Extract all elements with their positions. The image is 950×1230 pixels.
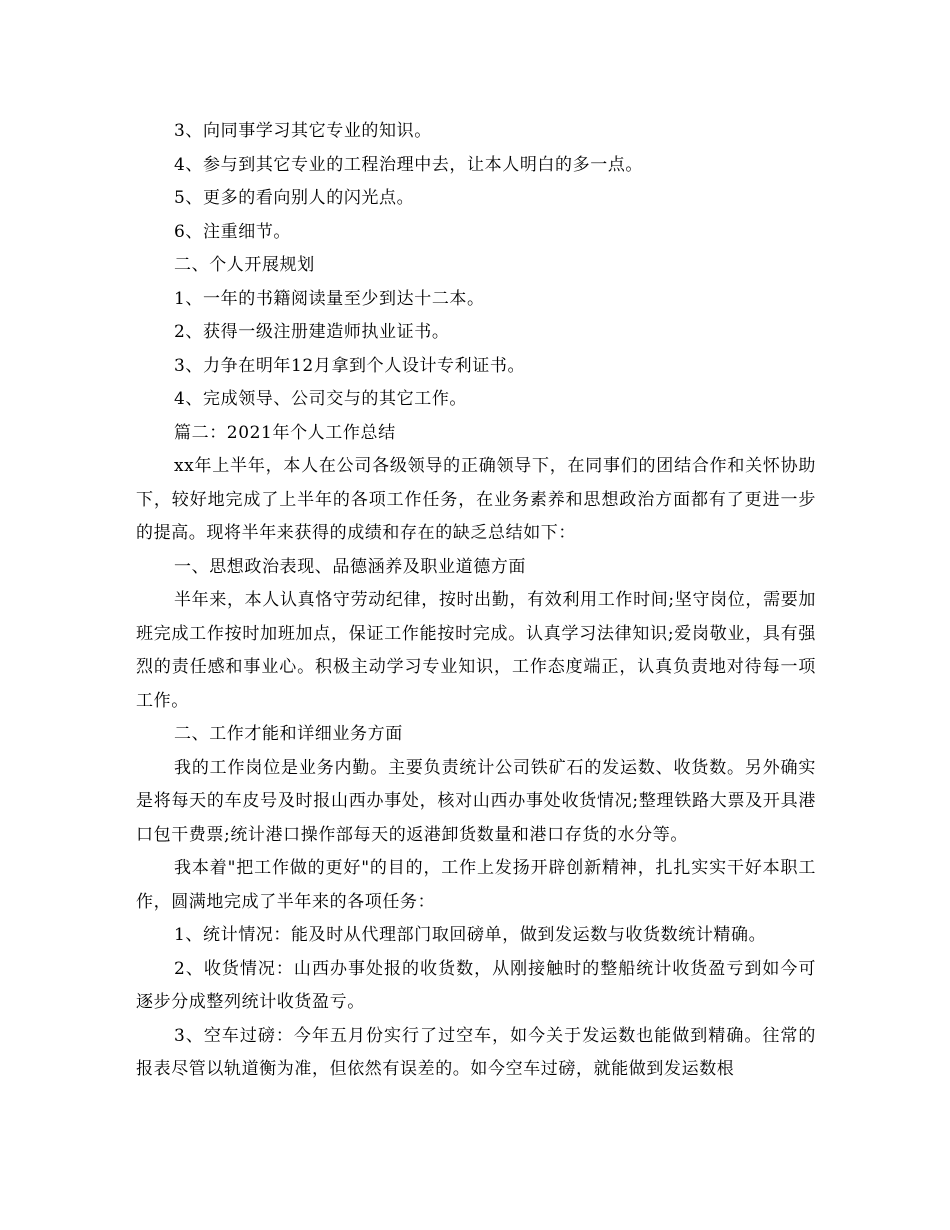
section-heading: 二、工作才能和详细业务方面: [174, 724, 403, 744]
list-item: 5、更多的看向别人的闪光点。: [174, 188, 415, 208]
body-paragraph: 我本着"把工作做的更好"的目的，工作上发扬开辟创新精神，扎扎实实干好本职工作，圆满地完成了半年来的各项任务：: [136, 858, 816, 912]
document-body: [136, 115, 816, 1087]
list-item: 1、统计情况：能及时从代理部门取回磅单，做到发运数与收货数统计精确。: [174, 925, 767, 945]
body-paragraph: xx年上半年，本人在公司各级领导的正确领导下，在同事们的团结合作和关怀协助下，较好地完成了上半年的各项工作任务，在业务素养和思想政治方面都有了更进一步的提高。现将半年来获得的成绩和存在的缺乏总结如下：: [136, 456, 816, 543]
list-item: 4、完成领导、公司交与的其它工作。: [174, 389, 468, 409]
list-item: 2、收货情况：山西办事处报的收货数，从刚接触时的整船统计收货盈亏到如今可逐步分成整列统计收货盈亏。: [136, 958, 816, 1012]
list-item: 2、获得一级注册建造师执业证书。: [174, 322, 450, 342]
list-item: 4、参与到其它专业的工程治理中去，让本人明白的多一点。: [174, 154, 644, 175]
list-item: 3、向同事学习其它专业的知识。: [174, 121, 432, 141]
list-item: 3、空车过磅：今年五月份实行了过空车，如今关于发运数也能做到精确。往常的报表尽管以轨道衡为准，但依然有误差的。如今空车过磅，就能做到发运数根: [136, 1025, 816, 1079]
body-paragraph: 半年来，本人认真恪守劳动纪律，按时出勤，有效利用工作时间;坚守岗位，需要加班完成工作按时加班加点，保证工作能按时完成。认真学习法律知识;爱岗敬业，具有强烈的责任感和事业心。积极主动学习专业知识，工作态度端正，认真负责地对待每一项工作。: [136, 590, 816, 711]
list-item: 6、注重细节。: [174, 221, 292, 242]
article-title: 篇二：2021年个人工作总结: [174, 422, 396, 443]
list-item: 1、一年的书籍阅读量至少到达十二本。: [174, 288, 485, 309]
body-paragraph: 我的工作岗位是业务内勤。主要负责统计公司铁矿石的发运数、收货数。另外确实是将每天的车皮号及时报山西办事处，核对山西办事处收货情况;整理铁路大票及开具港口包干费票;统计港口操作部每天的返港卸货数量和港口存货的水分等。: [136, 757, 816, 845]
list-item: 3、力争在明年12月拿到个人设计专利证书。: [174, 355, 526, 376]
section-heading: 二、个人开展规划: [174, 255, 315, 275]
section-heading: 一、思想政治表现、品德涵养及职业道德方面: [174, 556, 526, 577]
